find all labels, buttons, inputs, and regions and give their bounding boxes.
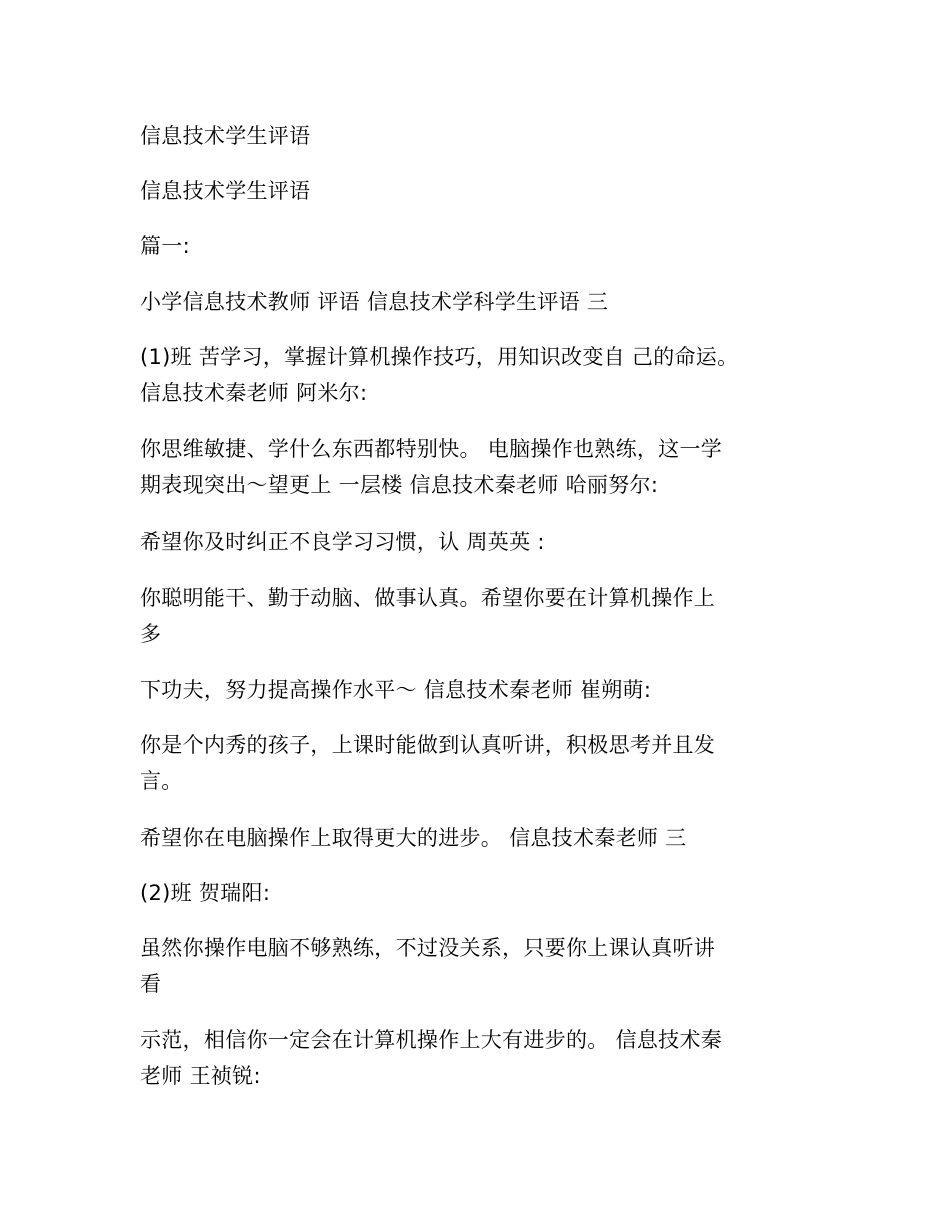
- text-line: 信息技术学生评语: [140, 124, 311, 148]
- text-line: 多: [140, 622, 162, 646]
- paragraph: [140, 672, 830, 708]
- text-line: 你思维敏捷、学什么东西都特别快。 电脑操作也熟练，这一学: [140, 437, 723, 461]
- text-line: (1)班 苦学习，掌握计算机操作技巧，用知识改变自 己的命运。: [140, 345, 739, 369]
- text-line: 小学信息技术教师 评语 信息技术学科学生评语 三: [140, 290, 609, 314]
- text-line: 你是个内秀的孩子，上课时能做到认真听讲，积极思考并且发: [140, 733, 716, 757]
- paragraph: [140, 339, 830, 411]
- text-line: 信息技术秦老师 阿米尔:: [140, 381, 368, 405]
- paragraph: [140, 1022, 830, 1094]
- paragraph: [140, 580, 830, 652]
- text-line: 老师 王祯锐:: [140, 1064, 261, 1088]
- text-line: 虽然你操作电脑不够熟练，不过没关系，只要你上课认真听讲: [140, 936, 716, 960]
- paragraph: [140, 820, 830, 856]
- text-line: 篇一:: [140, 234, 190, 258]
- text-line: 希望你及时纠正不良学习习惯，认 周英英 :: [140, 530, 545, 554]
- text-line: 信息技术学生评语: [140, 179, 311, 203]
- paragraph: [140, 284, 830, 320]
- section-heading: [140, 228, 830, 264]
- text-line: 言。: [140, 769, 183, 793]
- text-line: 希望你在电脑操作上取得更大的进步。 信息技术秦老师 三: [140, 826, 687, 850]
- text-line: 你聪明能干、勤于动脑、做事认真。希望你要在计算机操作上: [140, 586, 716, 610]
- paragraph: [140, 524, 830, 560]
- paragraph: [140, 875, 830, 911]
- text-line: 期表现突出～望更上 一层楼 信息技术秦老师 哈丽努尔:: [140, 473, 659, 497]
- paragraph: [140, 930, 830, 1002]
- text-line: 示范，相信你一定会在计算机操作上大有进步的。 信息技术秦: [140, 1028, 723, 1052]
- paragraph: [140, 727, 830, 799]
- paragraph: [140, 431, 830, 503]
- text-line: 下功夫，努力提高操作水平～ 信息技术秦老师 崔朔萌:: [140, 678, 652, 702]
- document-title: [140, 118, 830, 154]
- text-line: 看: [140, 972, 162, 996]
- document-subtitle: [140, 173, 830, 209]
- text-line: (2)班 贺瑞阳:: [140, 881, 271, 905]
